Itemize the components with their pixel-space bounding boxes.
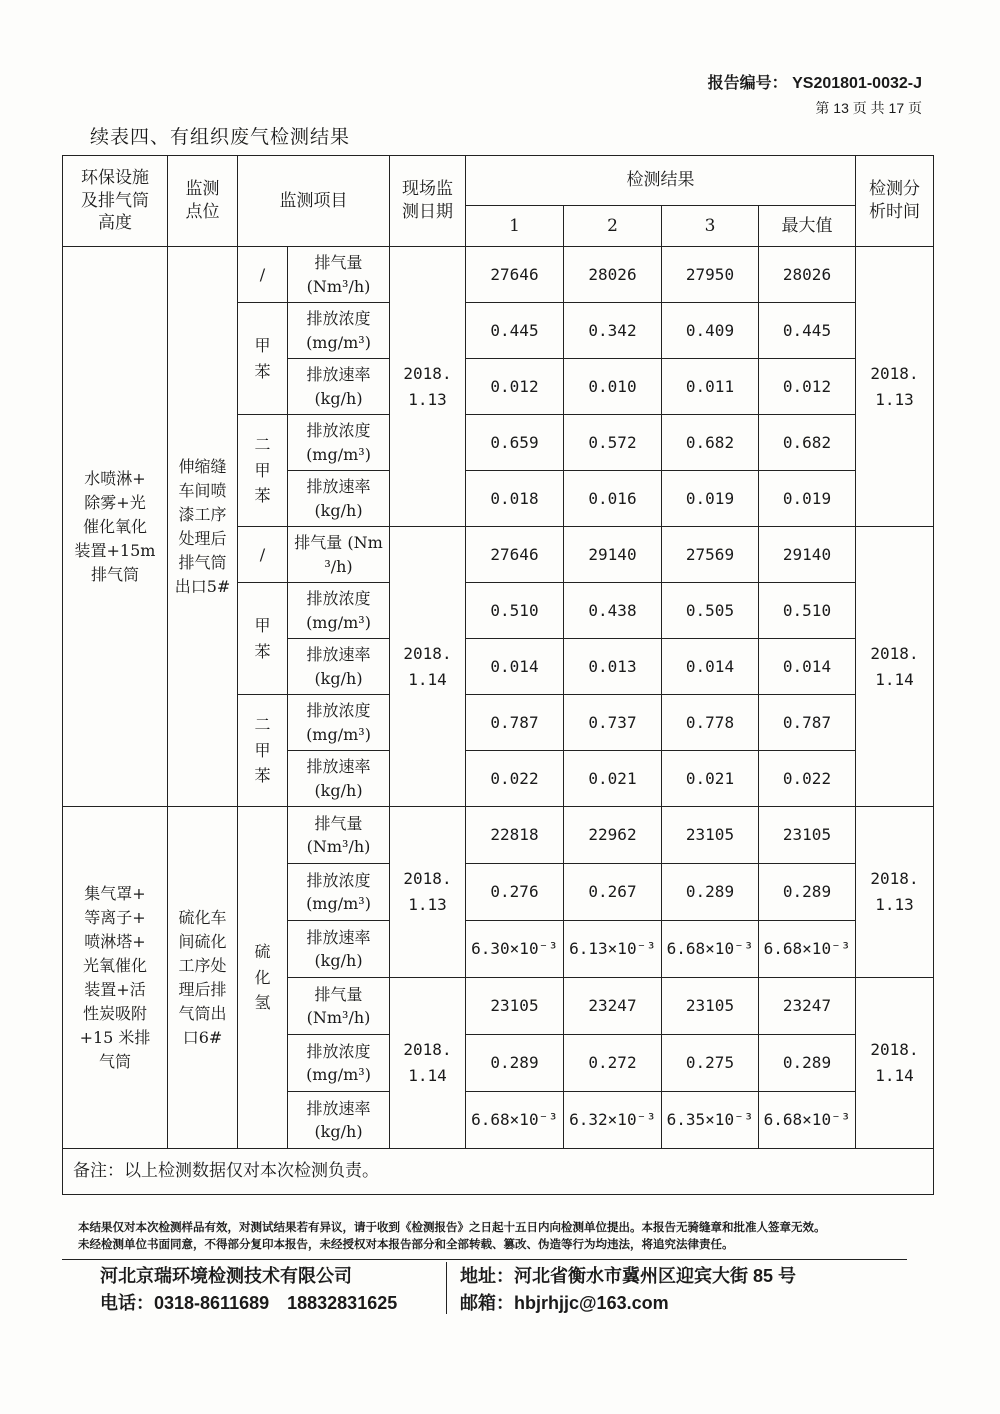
item-cell: 排放浓度 (mg/m³) xyxy=(288,583,390,639)
value-cell: 29140 xyxy=(759,527,856,583)
value-cell: 0.342 xyxy=(564,303,662,359)
pollutant-cell: 硫 化 氢 xyxy=(238,807,288,1149)
value-cell: 23105 xyxy=(466,978,564,1035)
item-cell: 排放速率 (kg/h) xyxy=(288,751,390,807)
point-cell: 硫化车 间硫化 工序处 理后排 气筒出 口6# xyxy=(168,807,238,1149)
value-cell: 0.012 xyxy=(759,359,856,415)
facility-cell: 集气罩+ 等离子+ 喷淋塔+ 光氧催化 装置+活 性炭吸附 +15 米排 气筒 xyxy=(63,807,168,1149)
value-cell: 6.68×10⁻³ xyxy=(466,1092,564,1149)
value-cell: 0.014 xyxy=(466,639,564,695)
value-cell: 6.68×10⁻³ xyxy=(662,921,759,978)
value-cell: 0.267 xyxy=(564,864,662,921)
report-number: 报告编号： YS201801-0032-J xyxy=(707,75,922,92)
value-cell: 22962 xyxy=(564,807,662,864)
value-cell: 0.505 xyxy=(662,583,759,639)
point-cell: 伸缩缝 车间喷 漆工序 处理后 排气筒 出口5# xyxy=(168,247,238,807)
value-cell: 0.510 xyxy=(466,583,564,639)
value-cell: 0.682 xyxy=(662,415,759,471)
value-cell: 6.30×10⁻³ xyxy=(466,921,564,978)
value-cell: 0.013 xyxy=(564,639,662,695)
header-item: 监测项目 xyxy=(238,156,390,247)
value-cell: 23247 xyxy=(759,978,856,1035)
value-cell: 27569 xyxy=(662,527,759,583)
value-cell: 28026 xyxy=(564,247,662,303)
analysis-date-cell: 2018. 1.14 xyxy=(856,527,934,807)
value-cell: 0.010 xyxy=(564,359,662,415)
disclaimer xyxy=(78,1220,826,1255)
item-cell: 排放浓度 (mg/m³) xyxy=(288,1035,390,1092)
item-cell: 排放速率 (kg/h) xyxy=(288,1092,390,1149)
value-cell: 0.289 xyxy=(662,864,759,921)
email: 邮箱：hbjrhjjc@163.com xyxy=(460,1293,669,1313)
value-cell: 0.272 xyxy=(564,1035,662,1092)
item-cell: 排气量 (Nm³/h) xyxy=(288,807,390,864)
header-facility: 环保设施 及排气筒 高度 xyxy=(63,156,168,247)
pollutant-cell: / xyxy=(238,527,288,583)
item-cell: 排气量 (Nm³/h) xyxy=(288,247,390,303)
value-cell: 0.787 xyxy=(466,695,564,751)
date-cell: 2018. 1.13 xyxy=(390,247,466,527)
results-table xyxy=(62,155,934,1195)
address: 地址：河北省衡水市冀州区迎宾大街 85 号 xyxy=(460,1266,797,1286)
value-cell: 0.289 xyxy=(759,1035,856,1092)
value-cell: 0.572 xyxy=(564,415,662,471)
value-cell: 0.289 xyxy=(759,864,856,921)
value-cell: 0.016 xyxy=(564,471,662,527)
item-cell: 排放速率 (kg/h) xyxy=(288,471,390,527)
page-number: 第 13 页 共 17 页 xyxy=(815,100,922,116)
value-cell: 0.021 xyxy=(564,751,662,807)
item-cell: 排放浓度 (mg/m³) xyxy=(288,695,390,751)
item-cell: 排放速率 (kg/h) xyxy=(288,359,390,415)
item-cell: 排放速率 (kg/h) xyxy=(288,921,390,978)
value-cell: 0.778 xyxy=(662,695,759,751)
header-r1: 1 xyxy=(466,206,564,247)
value-cell: 23105 xyxy=(662,807,759,864)
value-cell: 0.510 xyxy=(759,583,856,639)
header-r3: 3 xyxy=(662,206,759,247)
date-cell: 2018. 1.14 xyxy=(390,978,466,1149)
value-cell: 0.445 xyxy=(759,303,856,359)
value-cell: 6.32×10⁻³ xyxy=(564,1092,662,1149)
item-cell: 排气量 (Nm³/h) xyxy=(288,978,390,1035)
value-cell: 0.276 xyxy=(466,864,564,921)
pollutant-cell: 二 甲 苯 xyxy=(238,695,288,807)
value-cell: 0.682 xyxy=(759,415,856,471)
item-cell: 排放浓度 (mg/m³) xyxy=(288,864,390,921)
value-cell: 0.014 xyxy=(662,639,759,695)
value-cell: 0.787 xyxy=(759,695,856,751)
table-note: 备注：以上检测数据仅对本次检测负责。 xyxy=(63,1149,934,1195)
value-cell: 0.289 xyxy=(466,1035,564,1092)
value-cell: 23105 xyxy=(759,807,856,864)
value-cell: 0.019 xyxy=(759,471,856,527)
value-cell: 0.019 xyxy=(662,471,759,527)
header-results: 检测结果 xyxy=(466,156,856,206)
value-cell: 6.68×10⁻³ xyxy=(759,921,856,978)
value-cell: 0.275 xyxy=(662,1035,759,1092)
value-cell: 27646 xyxy=(466,247,564,303)
header-r2: 2 xyxy=(564,206,662,247)
value-cell: 6.13×10⁻³ xyxy=(564,921,662,978)
facility-cell: 水喷淋+ 除雾+光 催化氧化 装置+15m 排气筒 xyxy=(63,247,168,807)
date-cell: 2018. 1.14 xyxy=(390,527,466,807)
analysis-date-cell: 2018. 1.13 xyxy=(856,807,934,978)
value-cell: 0.659 xyxy=(466,415,564,471)
value-cell: 0.011 xyxy=(662,359,759,415)
value-cell: 23247 xyxy=(564,978,662,1035)
value-cell: 0.409 xyxy=(662,303,759,359)
header-point: 监测 点位 xyxy=(168,156,238,247)
header-analysis: 检测分 析时间 xyxy=(856,156,934,247)
pollutant-cell: 甲 苯 xyxy=(238,583,288,695)
value-cell: 6.68×10⁻³ xyxy=(759,1092,856,1149)
value-cell: 0.737 xyxy=(564,695,662,751)
value-cell: 22818 xyxy=(466,807,564,864)
analysis-date-cell: 2018. 1.14 xyxy=(856,978,934,1149)
item-cell: 排放浓度 (mg/m³) xyxy=(288,415,390,471)
table-row xyxy=(63,247,934,303)
value-cell: 0.022 xyxy=(466,751,564,807)
item-cell: 排放浓度 (mg/m³) xyxy=(288,303,390,359)
company-name: 河北京瑞环境检测技术有限公司 xyxy=(100,1266,352,1286)
value-cell: 0.014 xyxy=(759,639,856,695)
footer-separator xyxy=(446,1262,447,1314)
footer-divider xyxy=(62,1259,907,1260)
value-cell: 0.021 xyxy=(662,751,759,807)
value-cell: 0.012 xyxy=(466,359,564,415)
table-title: 续表四、有组织废气检测结果 xyxy=(90,126,351,148)
disclaimer-line-1: 本结果仅对本次检测样品有效，对测试结果若有异议，请于收到《检测报告》之日起十五日内向检测单位提出。本报告无骑缝章和批准人签章无效。 xyxy=(78,1222,826,1234)
value-cell: 27646 xyxy=(466,527,564,583)
pollutant-cell: / xyxy=(238,247,288,303)
value-cell: 0.018 xyxy=(466,471,564,527)
phone-number: 电话：0318-8611689 18832831625 xyxy=(100,1293,398,1313)
value-cell: 29140 xyxy=(564,527,662,583)
header-date: 现场监 测日期 xyxy=(390,156,466,247)
item-cell: 排气量 (Nm ³/h) xyxy=(288,527,390,583)
item-cell: 排放速率 (kg/h) xyxy=(288,639,390,695)
date-cell: 2018. 1.13 xyxy=(390,807,466,978)
value-cell: 0.022 xyxy=(759,751,856,807)
value-cell: 0.445 xyxy=(466,303,564,359)
value-cell: 23105 xyxy=(662,978,759,1035)
analysis-date-cell: 2018. 1.13 xyxy=(856,247,934,527)
pollutant-cell: 二 甲 苯 xyxy=(238,415,288,527)
value-cell: 28026 xyxy=(759,247,856,303)
header-max: 最大值 xyxy=(759,206,856,247)
value-cell: 6.35×10⁻³ xyxy=(662,1092,759,1149)
pollutant-cell: 甲 苯 xyxy=(238,303,288,415)
disclaimer-line-2: 未经检测单位书面同意，不得部分复印本报告，未经授权对本报告部分和全部转载、篡改、伪造等行为均违法，将追究法律责任。 xyxy=(78,1239,734,1252)
value-cell: 0.438 xyxy=(564,583,662,639)
table-row xyxy=(63,807,934,864)
value-cell: 27950 xyxy=(662,247,759,303)
